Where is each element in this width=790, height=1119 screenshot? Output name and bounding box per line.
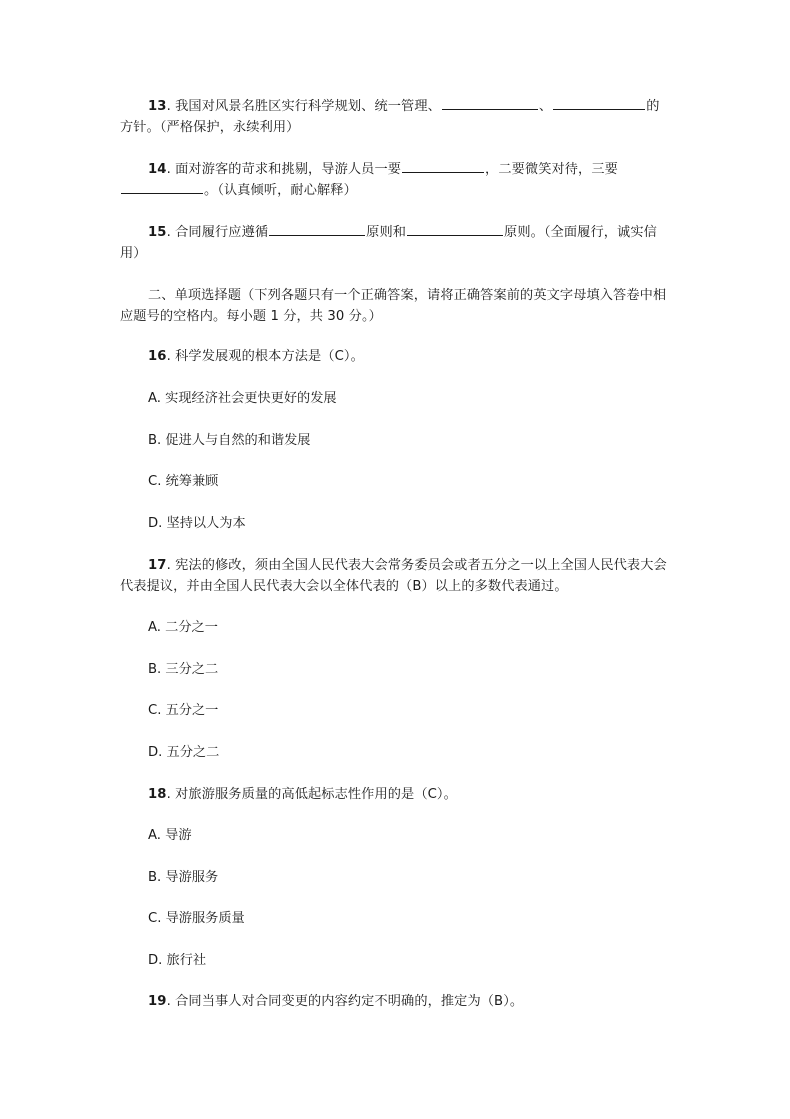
question-13 [120,96,668,138]
answer-text: （严格保护，永续利用） [159,120,300,135]
answer-blank [553,96,645,110]
question-text: . 对旅游服务质量的高低起标志性作用的是（C）。 [166,787,457,802]
question-14 [120,159,668,201]
option-a: A. 实现经济社会更快更好的发展 [148,391,337,406]
option-d: D. 旅行社 [148,953,207,968]
option-c: C. 统筹兼顾 [148,474,219,489]
section-heading-text: 二、单项选择题（下列各题只有一个正确答案，请将正确答案前的英文字母填入答卷中相应题号的空格内。每小题 1 分，共 30 分。） [120,288,667,324]
answer-text: （认真倾听，耐心解释） [217,183,357,198]
option-b: B. 三分之二 [148,662,219,677]
question-16 [120,346,668,367]
question-text: 。 [204,183,218,198]
option-b: B. 导游服务 [148,870,219,885]
question-15 [120,222,668,264]
option-a: A. 二分之一 [148,620,218,635]
option-b: B. 促进人与自然的和谐发展 [148,433,311,448]
section-heading [120,285,668,327]
answer-blank [269,222,365,236]
question-text: . 我国对风景名胜区实行科学规划、统一管理、 [166,99,441,114]
question-number: 18 [148,787,167,802]
option-c: C. 五分之一 [148,703,219,718]
question-number: 17 [148,558,167,573]
question-text: . 科学发展观的根本方法是（C）。 [166,349,364,364]
answer-blank [442,96,538,110]
separator: 、 [538,99,553,114]
question-text: . 面对游客的苛求和挑剔，导游人员一要 [166,162,402,177]
question-text: ，二要微笑对待，三要 [485,162,618,177]
question-number: 13 [148,99,167,114]
option-c: C. 导游服务质量 [148,911,245,926]
question-text: 的方针。 [120,99,660,135]
question-text: . 合同当事人对合同变更的内容约定不明确的，推定为（B）。 [166,994,524,1009]
question-text: . 合同履行应遵循 [166,225,269,240]
option-a: A. 导游 [148,828,192,843]
answer-blank [402,159,484,173]
option-d: D. 五分之二 [148,745,220,760]
question-number: 19 [148,994,167,1009]
question-18 [120,784,668,805]
answer-blank [121,180,203,194]
question-19 [120,991,668,1012]
question-number: 14 [148,162,167,177]
question-17 [120,555,668,597]
option-d: D. 坚持以人为本 [148,516,246,531]
question-text: 原则和 [366,225,407,240]
question-text: . 宪法的修改，须由全国人民代表大会常务委员会或者五分之一以上全国人民代表大会代表提议，并由全国人民代表大会以全体代表的（B）以上的多数代表通过。 [120,558,667,594]
question-number: 15 [148,225,167,240]
question-text: 原则。 [504,225,544,240]
question-number: 16 [148,349,167,364]
answer-blank [407,222,503,236]
answer-text: （全面履行，诚实信用） [120,225,657,261]
